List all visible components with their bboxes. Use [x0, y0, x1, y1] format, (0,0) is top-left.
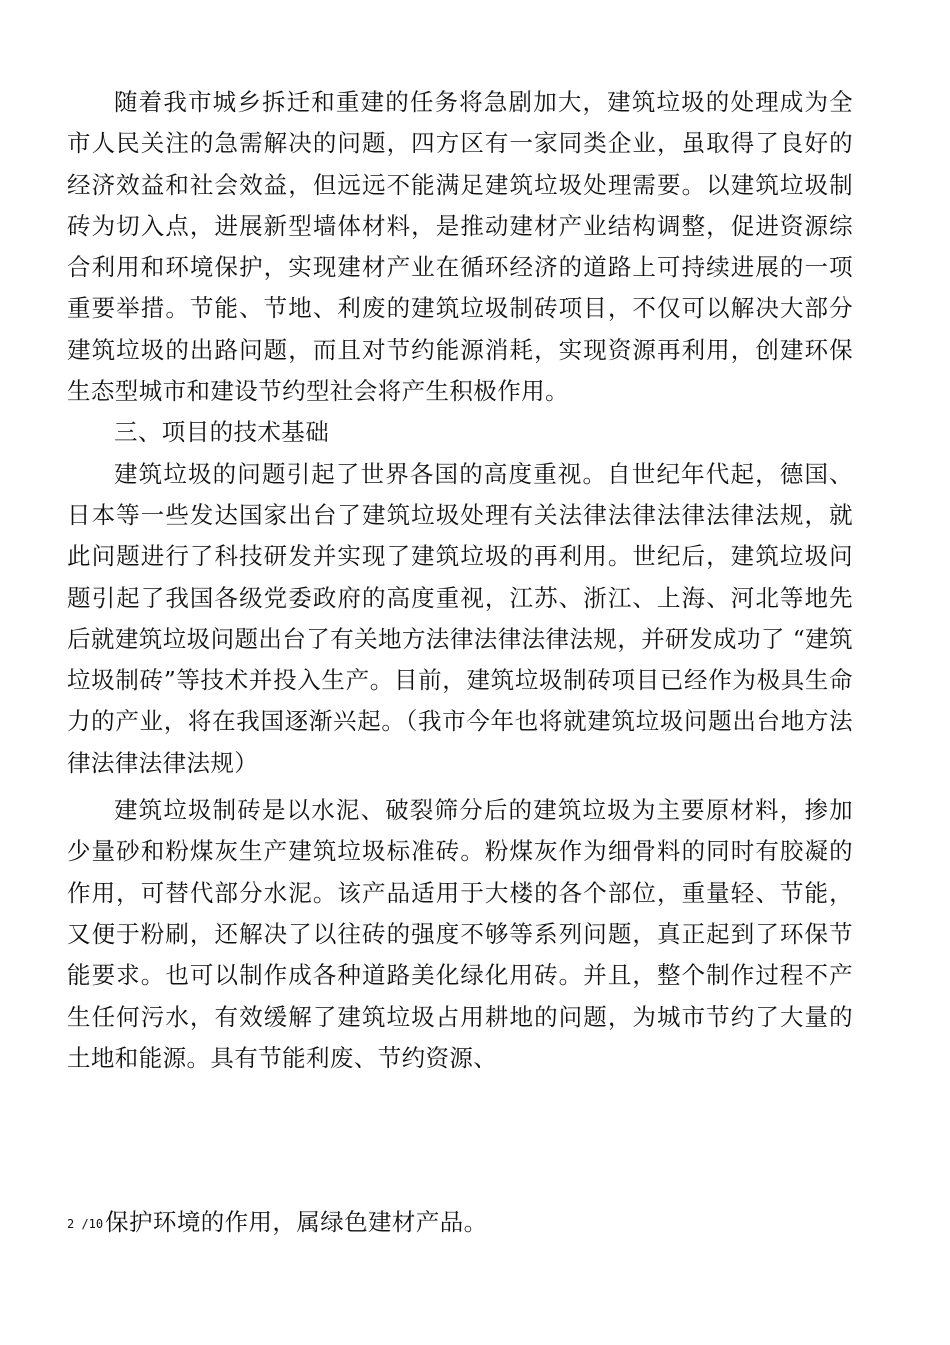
page-footer [67, 1202, 853, 1244]
paragraph-1: 随着我市城乡拆迁和重建的任务将急剧加大，建筑垃圾的处理成为全市人民关注的急需解决的问题，四方区有一家同类企业，虽取得了良好的经济效益和社会效益，但远远不能满足建筑垃圾处理需要。以建筑垃圾制砖为切入点，进展新型墙体材料，是推动建材产业结构调整，促进资源综合利用和环境保护，实现建材产业在循环经济的道路上可持续进展的一项重要举措。节能、节地、利废的建筑垃圾制砖项目，不仅可以解决大部分建筑垃圾的出路问题，而且对节约能源消耗，实现资源再利用，创建环保生态型城市和建设节约型社会将产生积极作用。 [67, 88, 853, 406]
paragraph-3: 建筑垃圾制砖是以水泥、破裂筛分后的建筑垃圾为主要原材料，掺加少量砂和粉煤灰生产建筑垃圾标准砖。粉煤灰作为细骨料的同时有胶凝的作用，可替代部分水泥。该产品适用于大楼的各个部位，重量轻、节能，又便于粉刷，还解决了以往砖的强度不够等系列问题，真正起到了环保节能要求。也可以制作成各种道路美化绿化用砖。并且，整个制作过程不产生任何污水，有效缓解了建筑垃圾占用耕地的问题，为城市节约了大量的土地和能源。具有节能利废、节约资源、 [67, 796, 853, 1072]
paragraph-2: 建筑垃圾的问题引起了世界各国的高度重视。自世纪年代起，德国、日本等一些发达国家出台了建筑垃圾处理有关法律法律法律法律法规，就此问题进行了科技研发并实现了建筑垃圾的再利用。世纪后，建筑垃圾问题引起了我国各级党委政府的高度重视，江苏、浙江、上海、河北等地先后就建筑垃圾问题出台了有关地方法律法律法律法规，并研发成功了 “建筑垃圾制砖”等技术并投入生产。目前，建筑垃圾制砖项目已经作为极具生命力的产业，将在我国逐渐兴起。（我市今年也将就建筑垃圾问题出台地方法律法律法律法规） [67, 459, 853, 777]
continuation-text: 保护环境的作用，属绿色建材产品。 [105, 1208, 488, 1236]
section-heading: 三、项目的技术基础 [114, 418, 330, 447]
page-number: 2 /10 [67, 1217, 104, 1231]
document-body [67, 82, 853, 1079]
